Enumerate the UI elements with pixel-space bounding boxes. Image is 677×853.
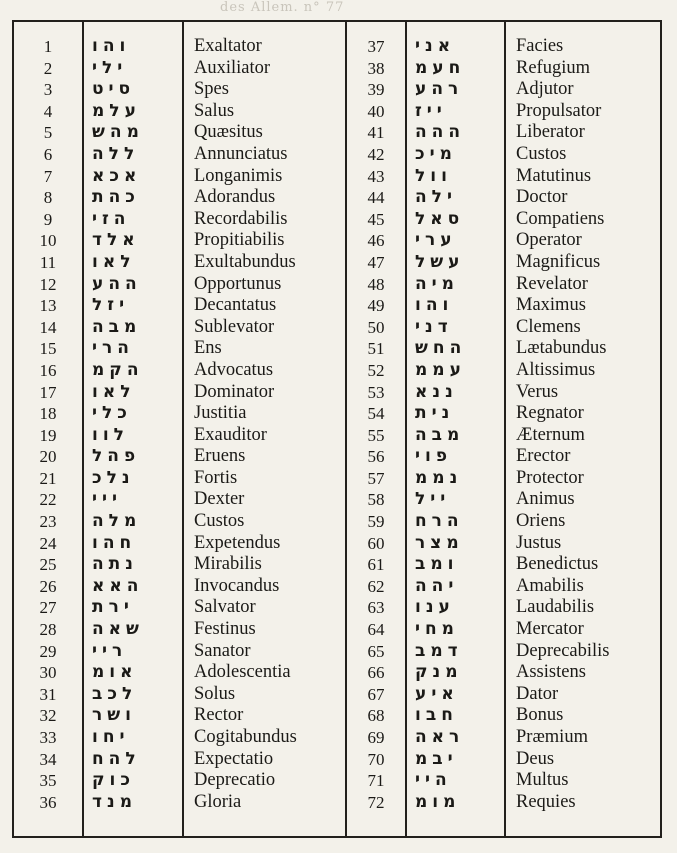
entry-number: 22 [39, 490, 57, 510]
latin-attribute: Exauditor [194, 424, 267, 445]
hebrew-name: ייז [415, 100, 447, 121]
entry-number: 13 [39, 296, 57, 316]
entry-number: 72 [367, 792, 385, 812]
latin-attribute: Adjutor [516, 79, 574, 100]
divider-4 [405, 22, 407, 836]
latin-attribute: Deprecabilis [516, 640, 610, 661]
entry-number: 17 [39, 382, 57, 402]
hebrew-name: והו [415, 295, 454, 316]
latin-attribute: Exaltator [194, 36, 262, 56]
latin-attribute: Deus [516, 748, 555, 769]
hebrew-name: רהע [415, 79, 464, 100]
latin-attribute: Clemens [516, 316, 581, 337]
entry-number: 57 [367, 468, 385, 488]
latin-attribute: Expectatio [194, 748, 274, 769]
entry-number: 45 [367, 209, 385, 229]
hebrew-name: פוי [415, 446, 453, 467]
latin-attribute: Compatiens [516, 208, 605, 229]
number-column-right [347, 36, 405, 813]
hebrew-name: מהש [92, 122, 144, 143]
latin-attribute: Deprecatio [194, 770, 276, 791]
hebrew-name: ילה [415, 187, 457, 208]
entry-number: 40 [367, 101, 385, 121]
latin-attribute: Adolescentia [194, 662, 291, 683]
entry-number: 18 [39, 404, 57, 424]
names-table [12, 20, 662, 838]
latin-attribute: Advocatus [194, 359, 274, 380]
latin-attribute: Expetendus [194, 532, 281, 553]
entry-number: 30 [39, 663, 57, 683]
latin-attribute: Dexter [194, 489, 245, 510]
entry-number: 9 [43, 209, 53, 229]
hebrew-name: לאו [92, 251, 136, 272]
latin-attribute: Opportunus [194, 273, 282, 294]
entry-number: 64 [367, 620, 385, 640]
entry-number: 67 [367, 684, 385, 704]
entry-number: 61 [367, 555, 385, 575]
latin-attribute: Quæsitus [194, 122, 263, 143]
hebrew-name: הרח [415, 511, 464, 532]
hebrew-name: יבמ [415, 748, 458, 769]
entry-number: 43 [367, 166, 385, 186]
entry-number: 34 [39, 749, 57, 769]
hebrew-name: והו [92, 36, 131, 56]
entry-number: 49 [367, 296, 385, 316]
latin-attribute: Solus [194, 683, 236, 704]
hebrew-name: ללה [92, 143, 140, 164]
latin-attribute: Fortis [194, 467, 238, 488]
hebrew-name: לכב [92, 683, 138, 704]
hebrew-name: יחו [92, 727, 130, 747]
hebrew-name: להח [92, 748, 141, 769]
hebrew-name: ענו [415, 597, 455, 618]
entry-number: 68 [367, 706, 385, 726]
latin-attribute: Longanimis [194, 165, 283, 186]
latin-attribute: Gloria [194, 791, 242, 812]
entry-number: 4 [43, 101, 53, 121]
hebrew-name: הזי [92, 208, 131, 229]
entry-number: 10 [39, 231, 57, 251]
entry-number: 62 [367, 576, 385, 596]
hebrew-name: ייי [92, 489, 123, 510]
hebrew-name: מצר [415, 532, 464, 553]
hebrew-name: הרי [92, 338, 134, 359]
hebrew-name: סיט [92, 79, 136, 100]
entry-number: 51 [367, 339, 385, 359]
latin-attribute: Protector [516, 467, 584, 488]
latin-attribute: Spes [194, 79, 229, 100]
hebrew-name: ומב [415, 554, 459, 575]
hebrew-name: מנד [92, 791, 137, 812]
entry-number: 35 [39, 771, 57, 791]
entry-number: 28 [39, 620, 57, 640]
entry-number: 52 [367, 360, 385, 380]
hebrew-name: החש [415, 338, 467, 359]
latin-attribute: Sublevator [194, 316, 275, 337]
entry-number: 7 [43, 166, 53, 186]
hebrew-name: איע [415, 683, 459, 704]
hebrew-name: מיכ [415, 143, 457, 164]
hebrew-name: מלה [92, 511, 142, 532]
hebrew-name: מבה [92, 316, 142, 337]
entry-number: 71 [367, 771, 385, 791]
hebrew-name: כוק [92, 770, 135, 791]
latin-attribute: Custos [194, 511, 245, 532]
hebrew-name: מבה [415, 424, 465, 445]
latin-attribute: Festinus [194, 619, 256, 640]
bleed-through-header: des Allem. n° 77 [220, 0, 345, 15]
entry-number: 15 [39, 339, 57, 359]
latin-attribute: Eruens [194, 446, 246, 467]
latin-attribute: Refugium [516, 57, 590, 78]
entry-number: 60 [367, 533, 385, 553]
latin-attribute: Propitiabilis [194, 230, 285, 251]
hebrew-name: פהל [92, 446, 141, 467]
hebrew-name: ננא [415, 381, 458, 402]
latin-attribute: Operator [516, 230, 582, 251]
latin-attribute: Custos [516, 143, 567, 164]
latin-attribute: Verus [516, 381, 559, 402]
latin-attribute: Annunciatus [194, 143, 288, 164]
entry-number: 42 [367, 144, 385, 164]
entry-number: 50 [367, 317, 385, 337]
entry-number: 14 [39, 317, 57, 337]
entry-number: 59 [367, 512, 385, 532]
hebrew-name: ושר [92, 705, 136, 726]
hebrew-name: ילי [92, 57, 128, 78]
entry-number: 38 [367, 58, 385, 78]
divider-2 [182, 22, 184, 836]
latin-attribute: Adorandus [194, 187, 276, 208]
hebrew-name: ירת [92, 597, 134, 618]
latin-attribute: Amabilis [516, 575, 584, 596]
hebrew-name: לאו [92, 381, 136, 402]
hebrew-name: חבו [415, 705, 458, 726]
entry-number: 12 [39, 274, 57, 294]
hebrew-name: אכא [92, 165, 142, 186]
hebrew-name: נממ [415, 467, 463, 488]
hebrew-name: יזל [92, 295, 130, 316]
latin-attribute: Magnificus [516, 251, 601, 272]
latin-attribute: Salvator [194, 597, 256, 618]
hebrew-name: וול [415, 165, 452, 186]
hebrew-name: מנק [415, 662, 463, 683]
entry-number: 47 [367, 252, 385, 272]
entry-number: 66 [367, 663, 385, 683]
latin-attribute: Mirabilis [194, 554, 262, 575]
latin-attribute: Lætabundus [516, 338, 607, 359]
entry-number: 56 [367, 447, 385, 467]
hebrew-name: הקמ [92, 359, 144, 380]
entry-number: 3 [43, 80, 53, 100]
hebrew-name: היי [415, 770, 452, 791]
latin-attribute: Oriens [516, 511, 566, 532]
entry-number: 8 [43, 188, 53, 208]
latin-attribute: Laudabilis [516, 597, 595, 618]
latin-attribute: Regnator [516, 403, 584, 424]
entry-number: 54 [367, 404, 385, 424]
hebrew-name: מומ [415, 791, 461, 812]
hebrew-name: ערי [415, 230, 457, 251]
latin-attribute: Facies [516, 36, 564, 56]
latin-attribute: Dator [516, 683, 559, 704]
latin-attribute: Exultabundus [194, 251, 296, 272]
latin-attribute: Æternum [516, 424, 585, 445]
divider-5 [504, 22, 506, 836]
hebrew-column-left [92, 36, 176, 813]
hebrew-name: דמב [415, 640, 463, 661]
entry-number: 58 [367, 490, 385, 510]
hebrew-name: דני [415, 316, 453, 337]
entry-number: 53 [367, 382, 385, 402]
entry-number: 25 [39, 555, 57, 575]
entry-number: 70 [367, 749, 385, 769]
entry-number: 44 [367, 188, 385, 208]
hebrew-name: ייל [415, 489, 451, 510]
latin-attribute: Bonus [516, 705, 564, 726]
latin-attribute: Altissimus [516, 359, 596, 380]
latin-attribute: Propulsator [516, 100, 602, 121]
hebrew-name: כהת [92, 187, 140, 208]
entry-number: 23 [39, 512, 57, 532]
hebrew-name: כלי [92, 403, 132, 424]
latin-column-right [516, 36, 662, 813]
hebrew-name: נלכ [92, 467, 135, 488]
latin-attribute: Recordabilis [194, 208, 288, 229]
latin-attribute: Requies [516, 791, 576, 812]
latin-attribute: Salus [194, 100, 235, 121]
hebrew-name: שאה [92, 619, 144, 640]
entry-number: 21 [39, 468, 57, 488]
entry-number: 1 [43, 37, 53, 56]
latin-attribute: Liberator [516, 122, 585, 143]
entry-number: 65 [367, 641, 385, 661]
entry-number: 19 [39, 425, 57, 445]
hebrew-name: ההע [92, 273, 142, 294]
entry-number: 48 [367, 274, 385, 294]
entry-number: 6 [43, 144, 53, 164]
entry-number: 11 [39, 252, 57, 272]
entry-number: 39 [367, 80, 385, 100]
entry-number: 24 [39, 533, 57, 553]
entry-number: 27 [39, 598, 57, 618]
latin-attribute: Dominator [194, 381, 275, 402]
entry-number: 32 [39, 706, 57, 726]
hebrew-name: האא [92, 575, 144, 596]
latin-attribute: Decantatus [194, 295, 277, 316]
hebrew-name: מחי [415, 619, 459, 640]
number-column-left [14, 36, 82, 813]
latin-attribute: Auxiliator [194, 57, 271, 78]
latin-attribute: Benedictus [516, 554, 599, 575]
entry-number: 36 [39, 792, 57, 812]
entry-number: 46 [367, 231, 385, 251]
latin-attribute: Doctor [516, 187, 568, 208]
hebrew-name: נתה [92, 554, 138, 575]
hebrew-name: עממ [415, 359, 466, 380]
hebrew-name: אני [415, 36, 456, 56]
hebrew-name: אלד [92, 230, 140, 251]
entry-number: 26 [39, 576, 57, 596]
latin-attribute: Rector [194, 705, 244, 726]
hebrew-name: סאל [415, 208, 465, 229]
entry-number: 55 [367, 425, 385, 445]
hebrew-name: נית [415, 403, 455, 424]
hebrew-name: ריי [92, 640, 128, 661]
hebrew-name: חהו [92, 532, 137, 553]
entry-number: 33 [39, 728, 57, 747]
entry-number: 16 [39, 360, 57, 380]
latin-attribute: Multus [516, 770, 569, 791]
entry-number: 37 [367, 37, 385, 56]
latin-attribute: Assistens [516, 662, 586, 683]
entry-number: 29 [39, 641, 57, 661]
entry-number: 31 [39, 684, 57, 704]
latin-attribute: Præmium [516, 727, 588, 747]
latin-attribute: Matutinus [516, 165, 592, 186]
latin-attribute: Ens [194, 338, 222, 359]
hebrew-name: ההה [415, 122, 466, 143]
hebrew-name: חעמ [415, 57, 466, 78]
hebrew-column-right [415, 36, 499, 813]
latin-attribute: Erector [516, 446, 571, 467]
latin-attribute: Animus [516, 489, 575, 510]
hebrew-name: עלמ [92, 100, 141, 121]
latin-attribute: Maximus [516, 295, 586, 316]
entry-number: 69 [367, 728, 385, 747]
hebrew-name: ראה [415, 727, 465, 747]
latin-attribute: Justus [516, 532, 562, 553]
entry-number: 41 [367, 123, 385, 143]
latin-column-left [194, 36, 344, 813]
entry-number: 20 [39, 447, 57, 467]
entry-number: 5 [43, 123, 53, 143]
hebrew-name: עשל [415, 251, 465, 272]
latin-attribute: Sanator [194, 640, 251, 661]
latin-attribute: Invocandus [194, 575, 280, 596]
latin-attribute: Cogitabundus [194, 727, 297, 747]
divider-1 [82, 22, 84, 836]
latin-attribute: Justitia [194, 403, 247, 424]
latin-attribute: Mercator [516, 619, 584, 640]
hebrew-name: אומ [92, 662, 138, 683]
latin-attribute: Revelator [516, 273, 588, 294]
entry-number: 63 [367, 598, 385, 618]
hebrew-name: יהה [415, 575, 459, 596]
entry-number: 2 [43, 58, 53, 78]
hebrew-name: מיה [415, 273, 459, 294]
hebrew-name: לוו [92, 424, 129, 445]
